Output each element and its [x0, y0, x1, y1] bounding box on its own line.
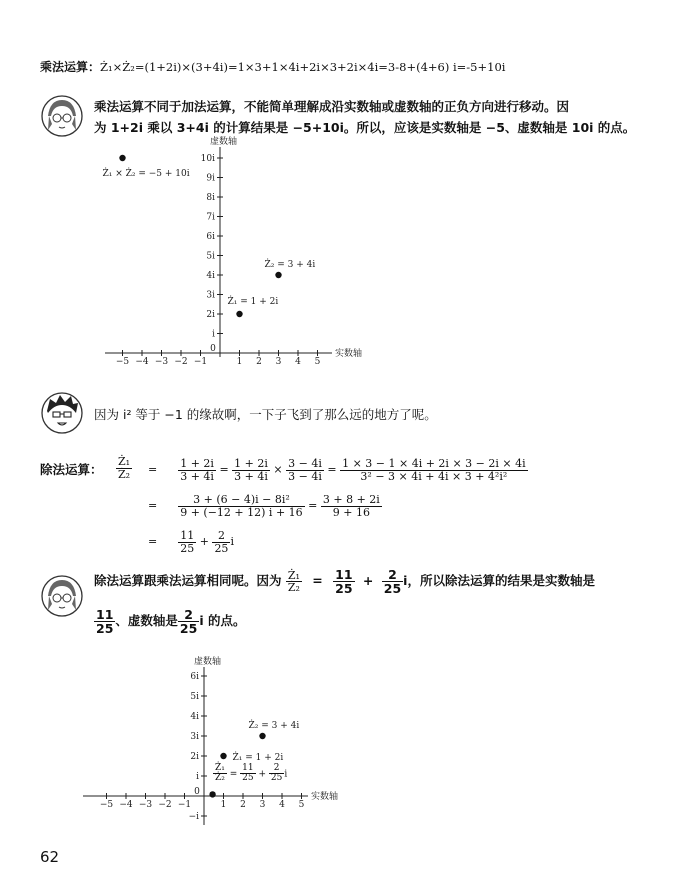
dialog1-line2: 为 1+2i 乘以 3+4i 的计算结果是 −5+10i。所以，应该是实数轴是 −5、虚数轴是 10i 的点。: [94, 120, 636, 135]
y-tick-label: 4i: [190, 712, 199, 722]
eq-sign: =: [308, 499, 318, 513]
dialog3-part2: i，所以除法运算的结果是实数轴是: [403, 573, 595, 589]
eq-sign: =: [327, 463, 337, 477]
division-lhs: [116, 456, 132, 480]
point-label: Ż₂ = 3 + 4i: [248, 721, 300, 731]
quotient-label: [213, 764, 287, 784]
x-axis-label: 实数轴: [335, 349, 363, 359]
frac-num: 2: [269, 764, 284, 774]
point-label: Ż₂ = 3 + 4i: [264, 260, 316, 270]
data-point: [236, 311, 242, 317]
y-tick-label: 3i: [190, 732, 199, 742]
plus-sign: +: [199, 535, 209, 549]
x-tick-label: −5: [115, 357, 130, 367]
lhs-num: Ż₁: [118, 455, 131, 468]
eq-sign: =: [229, 769, 238, 780]
x-tick-label: 4: [295, 357, 301, 367]
frac-num: 2: [212, 530, 230, 543]
frac-den: 25: [383, 581, 402, 597]
y-tick-label: 8i: [206, 193, 215, 203]
dialog2-text: 因为 i² 等于 −1 的缘故啊，一下子飞到了那么远的地方了呢。: [94, 407, 437, 422]
frac-num: 1 × 3 − 1 × 4i + 2i × 3 − 2i × 4i: [342, 457, 526, 470]
y-tick-label: i: [196, 772, 199, 782]
data-point: [275, 272, 281, 278]
point-label: Ż₁ × Ż₂ = −5 + 10i: [102, 169, 190, 179]
frac-num: 11: [96, 607, 114, 622]
y-axis-label: 虚数轴: [210, 137, 238, 147]
multiplication-line: [40, 58, 505, 75]
y-tick-label: 6i: [206, 232, 215, 242]
y-tick-label: 4i: [206, 271, 215, 281]
x-tick-label: 5: [298, 800, 305, 810]
eq-sign: =: [312, 573, 323, 589]
complex-plane-multiplication: [100, 135, 380, 375]
frac-den: 25: [179, 621, 198, 637]
frac-den: 9 + (−12 + 12) i + 16: [180, 505, 303, 519]
point-label: Ż₁ = 1 + 2i: [232, 753, 284, 763]
lhs-den: Ż₂: [118, 467, 131, 481]
dialog3-line2: [94, 608, 245, 635]
frac-num: 2: [382, 568, 403, 582]
frac-num: 11: [180, 529, 195, 542]
multiplication-formula: Ż₁×Ż₂=(1+2i)×(3+4i)=1×3+1×4i+2i×3+2i×4i=3-8+(4+6) i=-5+10i: [100, 60, 506, 74]
x-tick-label: 0: [194, 787, 200, 797]
x-axis-label: 实数轴: [311, 792, 339, 802]
division-heading: 除法运算：: [40, 462, 103, 477]
data-point: [220, 753, 226, 759]
eq-sign: =: [219, 463, 229, 477]
data-point: [259, 733, 265, 739]
frac-den: Ż₂: [287, 581, 300, 595]
boy-avatar-icon: [40, 391, 84, 435]
y-tick-label: 2i: [190, 752, 199, 762]
complex-plane-division: [78, 655, 348, 830]
frac-den: 3 + 4i: [234, 469, 268, 483]
frac-num: 1 + 2i: [234, 457, 268, 470]
x-tick-label: −4: [135, 357, 149, 367]
frac-num: Ż₁: [287, 568, 300, 582]
frac-den: 25: [180, 541, 195, 555]
y-axis-label: 虚数轴: [194, 657, 222, 667]
x-tick-label: 2: [240, 800, 246, 810]
girl-avatar-icon: [40, 574, 84, 618]
imag-unit: i: [230, 535, 234, 549]
y-tick-label: 10i: [200, 154, 215, 164]
x-tick-label: −3: [138, 800, 153, 810]
x-tick-label: 2: [256, 357, 262, 367]
x-tick-label: 1: [236, 357, 243, 367]
page-number: 62: [40, 848, 60, 866]
frac-den: 3² − 3 × 4i + 4i × 3 + 4²i²: [360, 469, 508, 483]
times-sign: ×: [273, 463, 283, 477]
frac-num: 11: [242, 763, 254, 773]
frac-num: 3 − 4i: [288, 457, 322, 470]
imag-unit: i: [284, 769, 288, 780]
frac-num: 1 + 2i: [180, 457, 214, 470]
x-tick-label: 5: [314, 357, 321, 367]
dialog3-line1: [94, 568, 595, 595]
y-tick-label: 9i: [206, 173, 215, 184]
y-tick-label: 6i: [190, 672, 199, 682]
plus-sign: +: [362, 573, 374, 589]
division-row2: [148, 494, 382, 518]
x-tick-label: −4: [119, 800, 133, 810]
y-tick-label: 7i: [206, 212, 215, 223]
x-tick-label: −1: [177, 800, 192, 810]
girl-avatar-icon: [40, 94, 84, 138]
frac-den: 25: [214, 541, 229, 555]
multiplication-heading: 乘法运算：: [40, 60, 101, 74]
y-tick-label: 2i: [206, 310, 215, 320]
point-label: Ż₁ = 1 + 2i: [227, 297, 279, 307]
frac-den: 25: [270, 773, 283, 784]
eq-sign: =: [148, 499, 158, 513]
division-row3: [148, 530, 234, 554]
x-tick-label: 1: [220, 800, 227, 810]
eq-sign: =: [148, 463, 158, 477]
dialog3-part4: i 的点。: [199, 613, 246, 629]
frac-den: Ż₂: [215, 773, 225, 784]
frac-den: 3 − 4i: [288, 469, 322, 483]
x-tick-label: 4: [279, 800, 285, 810]
x-tick-label: −5: [99, 800, 114, 810]
y-tick-label: 3i: [206, 290, 215, 301]
division-row1: [148, 458, 528, 482]
frac-den: 25: [335, 581, 353, 597]
x-tick-label: 0: [210, 344, 216, 354]
frac-num: Ż₁: [215, 763, 225, 773]
frac-den: 25: [96, 621, 114, 637]
x-tick-label: −1: [193, 357, 208, 367]
dialog1-line1: 乘法运算不同于加法运算，不能简单理解成沿实数轴或虚数轴的正负方向进行移动。因: [94, 99, 570, 114]
y-tick-label: i: [212, 329, 215, 340]
frac-num: 3 + 8 + 2i: [322, 493, 380, 506]
frac-den: 9 + 16: [332, 505, 370, 519]
data-point: [209, 791, 215, 797]
x-tick-label: −3: [154, 357, 169, 367]
eq-sign: =: [148, 535, 158, 549]
dialog3-part1: 除法运算跟乘法运算相同呢。因为: [94, 573, 282, 589]
y-tick-label: −i: [188, 812, 199, 822]
plus-sign: +: [258, 769, 267, 780]
frac-num: 2: [178, 608, 199, 622]
y-tick-label: 5i: [190, 692, 199, 702]
dialog3-part3: 、虚数轴是: [115, 613, 178, 629]
x-tick-label: 3: [259, 800, 266, 810]
frac-den: 3 + 4i: [180, 469, 214, 483]
data-point: [119, 155, 125, 161]
x-tick-label: −2: [158, 800, 172, 810]
frac-den: 25: [242, 773, 254, 784]
x-tick-label: −2: [174, 357, 188, 367]
y-tick-label: 5i: [206, 251, 215, 262]
frac-num: 11: [335, 567, 353, 582]
x-tick-label: 3: [275, 357, 282, 367]
frac-num: 3 + (6 − 4)i − 8i²: [178, 494, 304, 507]
